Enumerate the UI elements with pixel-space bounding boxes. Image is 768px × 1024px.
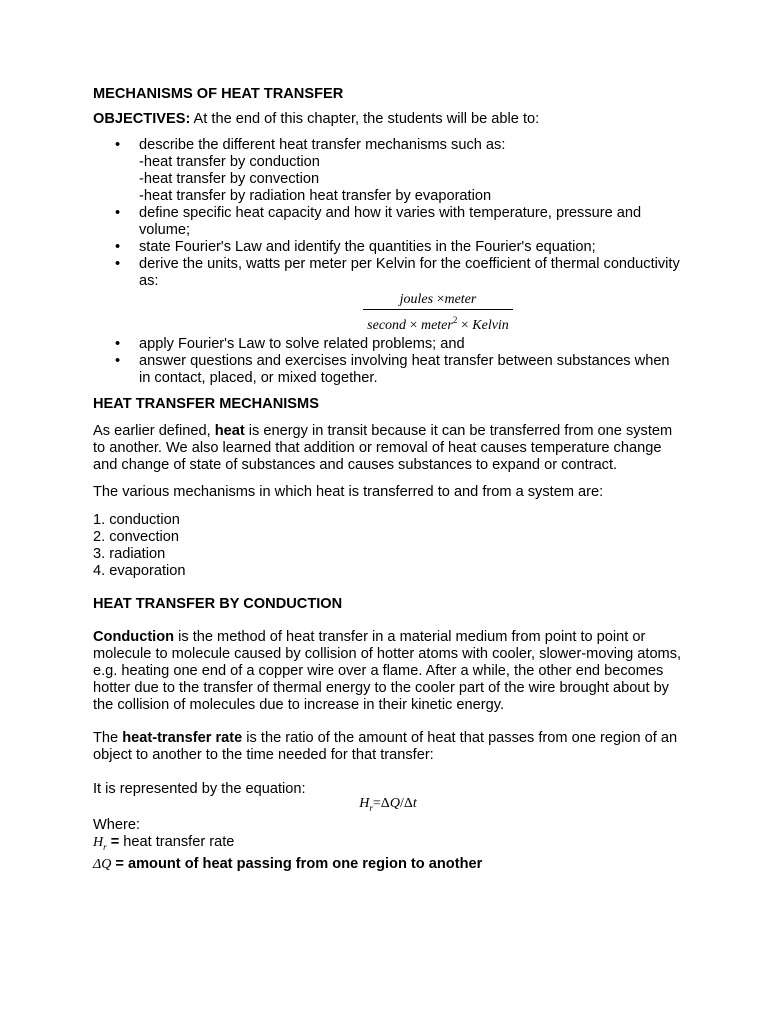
sub-item: -heat transfer by convection xyxy=(139,171,320,187)
conduction-paragraph: Conduction is the method of heat transfer in a material medium from point to point or molecule to molecule caused by collision of hotter atoms with cooler, slower-moving atoms, e.g. heating one end of a copper wire over a flame. After a while, the other end becomes hotter due to the transfer of thermal energy to the cooler part of the wire brought about by the collision of molecules due to increase in their kinetic energy. xyxy=(93,629,682,713)
heat-transfer-rate-paragraph: The heat-transfer rate is the ratio of the amount of heat that passes from one region of an object to another to the time needed for that transfer: xyxy=(93,730,678,763)
sub-item: -heat transfer by conduction xyxy=(139,154,320,170)
list-item: 4. evaporation xyxy=(93,563,186,579)
objective-text: answer questions and exercises involving heat transfer between substances when in contact, placed, or mixed together. xyxy=(139,353,670,386)
heat-rate-equation: $H_r=\Delta Q/\Delta t$ xyxy=(359,796,417,813)
mechanisms-list xyxy=(93,512,683,580)
objective-text: define specific heat capacity and how it varies with temperature, pressure and volume; xyxy=(139,205,642,238)
objective-text: state Fourier's Law and identify the quantities in the Fourier's equation; xyxy=(139,239,596,255)
units-fraction xyxy=(139,292,683,334)
sub-item: -heat transfer by radiation heat transfer by evaporation xyxy=(139,188,492,204)
objective-item xyxy=(93,205,683,239)
section-heading-conduction: HEAT TRANSFER BY CONDUCTION xyxy=(93,596,343,612)
objective-text: derive the units, watts per meter per Kelvin for the coefficient of thermal conductivity as: xyxy=(139,256,680,289)
definition-hr: $H_r$ = heat transfer rate xyxy=(93,833,235,852)
document-page xyxy=(93,86,683,873)
bullet-icon: • xyxy=(115,353,121,369)
bullet-icon: • xyxy=(115,137,121,153)
symbol: $H_r$ xyxy=(93,834,107,852)
bullet-icon: • xyxy=(115,256,121,272)
list-item: 1. conduction xyxy=(93,512,180,528)
equation-intro: It is represented by the equation: xyxy=(93,781,306,797)
objective-item xyxy=(93,239,683,256)
mechanisms-paragraph: As earlier defined, heat is energy in transit because it can be transferred from one system to another. We also learned that addition or removal of heat causes temperature change and change of state of substances and causes substances to expand or contract. xyxy=(93,423,673,473)
list-item: 2. convection xyxy=(93,529,179,545)
objective-item xyxy=(93,256,683,334)
objectives-label: OBJECTIVES: xyxy=(93,111,191,127)
objective-item xyxy=(93,137,683,205)
objectives-intro: At the end of this chapter, the students will be able to: xyxy=(190,111,540,127)
fraction-denominator: second × meter$^2$ × Kelvin xyxy=(367,315,509,333)
where-label: Where: xyxy=(93,816,141,833)
bullet-icon: • xyxy=(115,205,121,221)
objectives-paragraph xyxy=(93,111,683,128)
list-item: 3. radiation xyxy=(93,546,166,562)
mechanisms-intro: The various mechanisms in which heat is transferred to and from a system are: xyxy=(93,484,604,500)
bullet-icon: • xyxy=(115,336,121,352)
page-title: MECHANISMS OF HEAT TRANSFER xyxy=(93,86,344,102)
objective-text: apply Fourier's Law to solve related problems; and xyxy=(139,336,465,352)
objectives-list xyxy=(93,137,683,387)
objective-text: describe the different heat transfer mechanisms such as: xyxy=(139,137,506,153)
objective-item xyxy=(93,353,683,387)
bullet-icon: • xyxy=(115,239,121,255)
fraction-numerator: joules ×meter xyxy=(363,292,513,310)
objective-item xyxy=(93,336,683,353)
section-heading-mechanisms: HEAT TRANSFER MECHANISMS xyxy=(93,396,319,412)
symbol: ΔQ xyxy=(93,856,112,872)
definition-dq: ΔQ = amount of heat passing from one region to another xyxy=(93,855,483,872)
